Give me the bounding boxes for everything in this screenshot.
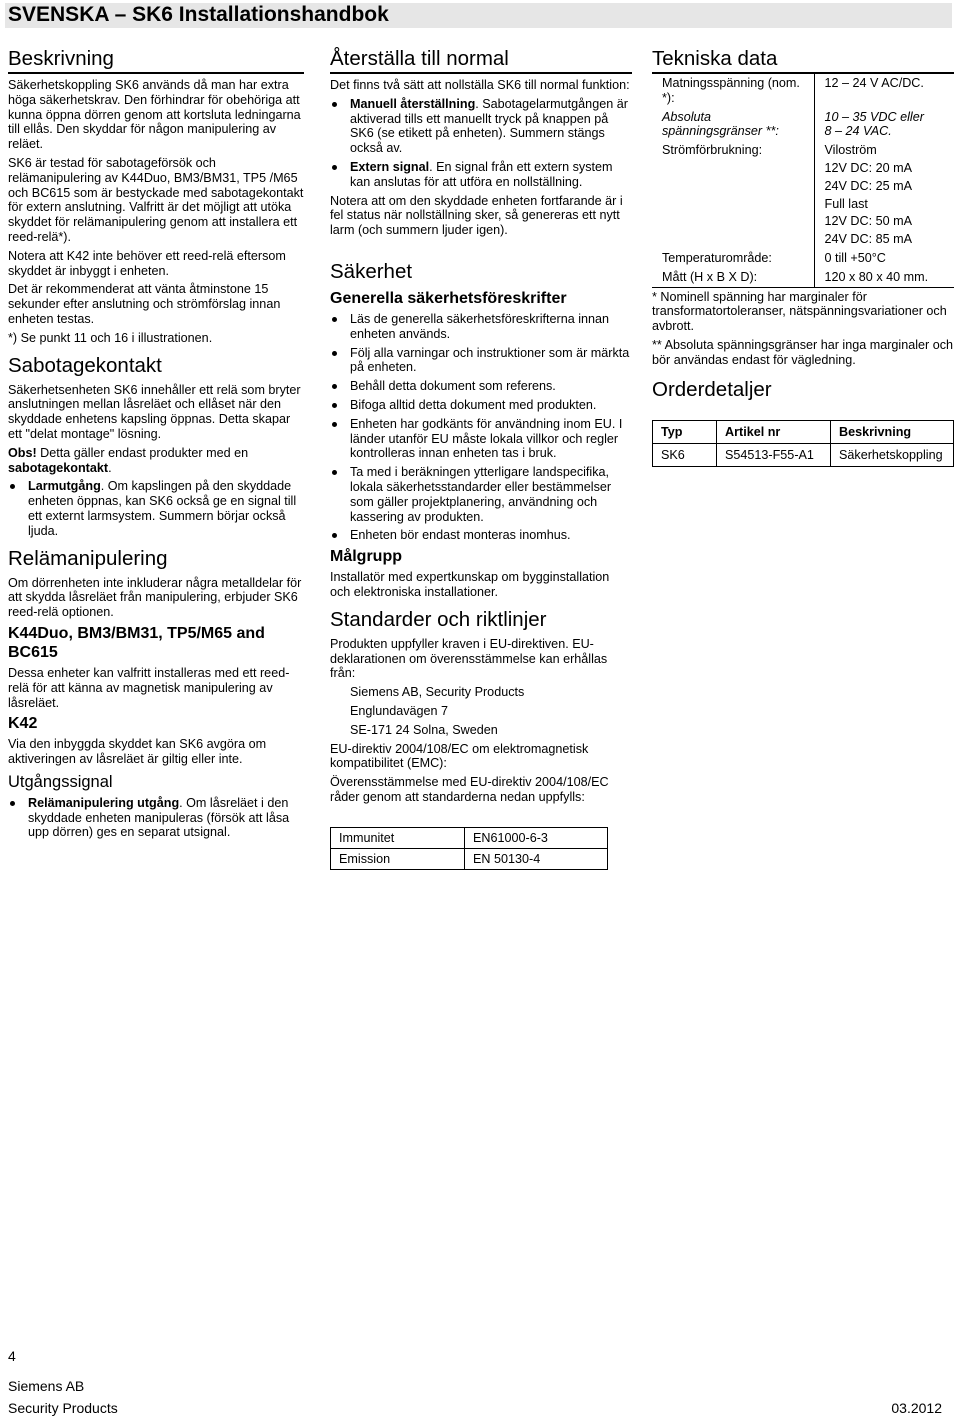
list-item [330,312,632,342]
bullet-icon [332,403,337,408]
footer-date: 03.2012 [891,1400,942,1416]
bullet-icon [332,533,337,538]
list-item [330,528,632,543]
bullet-icon [10,801,15,806]
paragraph: Notera att K42 inte behöver ett reed-relä eftersom skyddet är inbyggt i enheten. [8,248,286,278]
heading-k44duo: K44Duo, BM3/BM31, TP5/M65 and BC615 [8,624,265,661]
table-cell: SK6 [653,443,717,466]
spec-value-line: 120 x 80 x 40 mm. [824,269,929,284]
bullet-icon [332,470,337,475]
table-cell: EN 50130-4 [465,848,608,869]
spec-value-line: Full last [824,196,868,211]
footer-company: Siemens AB [8,1378,85,1394]
address-line: SE-171 24 Solna, Sweden [350,722,498,737]
spec-row [652,108,954,142]
paragraph: Installatör med expertkunskap om bygginstallation och elektroniska installationer. [330,570,610,599]
bullet-icon [332,351,337,356]
footer-division: Security Products [8,1400,118,1416]
obs-text: Detta gäller endast produkter med en [36,445,249,460]
table-header-cell: Beskrivning [831,420,954,443]
table-cell: Emission [331,848,465,869]
paragraph: Via den inbyggda skyddet kan SK6 avgöra om aktiveringen av låsreläet är giltig eller inte. [8,737,267,767]
address-line: Englundavägen 7 [350,703,449,718]
list-item [330,346,632,376]
table-row [331,827,608,848]
paragraph: *) Se punkt 11 och 16 i illustrationen. [8,330,213,345]
list-item-text: Enheten bör endast monteras inomhus. [350,528,571,543]
list-item [330,97,632,156]
list-item [330,417,632,461]
paragraph: Dessa enheter kan valfritt installeras med ett reed-relä för att känna av magnetisk manipulering av låsreläet. [8,665,290,710]
spec-row [652,249,954,268]
heading-generella: Generella säkerhetsföreskrifter [330,289,567,307]
heading-standarder: Standarder och riktlinjer [330,607,547,631]
paragraph: Säkerhetsenheten SK6 innehåller ett relä som bryter anslutningen mellan låsreläet och ellåset när den skyddade enhetens kapsling öppnas. Detta skapar ett "delat montage" lösning. [8,382,301,441]
paragraph: Säkerhetskoppling SK6 används då man har extra höga säkerhetskrav. Den förhindrar för obehöriga att kunna öppna dörren genom att kortsluta ledningarna till ellås. Den skyddar för någon manipulering av reläet. [8,78,301,152]
table-cell: S54513-F55-A1 [717,443,831,466]
list-item [8,796,304,840]
column-right [652,47,954,467]
spec-value-line: 12 – 24 V AC/DC. [824,76,924,90]
bullet-icon [332,102,337,107]
rel-label: Relämanipulering utgång [28,795,180,810]
larm-label: Larmutgång [28,479,101,494]
spec-row [652,73,954,108]
paragraph: SK6 är testad för sabotageförsök och relämanipulering av K44Duo, BM3/BM31, TP5 /M65 och BC615 som är bestyckade med sabotagekontakt för extern anslutning. Valfritt är det möjligt att utöka skyddet för relämanipulering genom att installera ett reed-relä*). [8,155,304,244]
spec-key: Temperaturområde: [652,249,814,268]
spec-value-line: 12V DC: 50 mA [824,214,912,229]
obs-paragraph [8,446,304,476]
heading-aterstalla: Återställa till normal [330,47,632,74]
heading-malgrupp: Målgrupp [330,548,402,566]
spec-key: Strömförbrukning: [652,141,814,249]
spec-value-line: Viloström [824,143,877,158]
spec-row [652,141,954,249]
spec-value-line: 12V DC: 20 mA [824,160,912,175]
b1-text: . Sabotagelarmutgången är aktiverad tills ett manuellt tryck på knappen på SK6 (se etikett på enheten). Summern stängs också av. [350,96,628,156]
page-number: 4 [8,1348,16,1364]
table-cell: Immunitet [331,827,465,848]
heading-k42: K42 [8,715,38,733]
b1-label: Manuell återställning [350,96,476,111]
larm-text: . Om kapslingen på den skyddade enheten öppnas, kan SK6 också ge en signal till ett externt larmsystem. Summern börjar också ljuda. [28,479,297,538]
obs-label: Obs! [8,445,37,460]
standards-table [330,827,608,870]
list-item-text: Ta med i beräkningen ytterligare landspecifika, lokala säkerhetsstandarder eller bestämmelser som gäller projektplanering, användning och kassering av produkten. [350,465,612,524]
spec-value-line: 24V DC: 25 mA [824,178,912,193]
spec-value [814,73,954,108]
note: ** Absoluta spänningsgränser har inga marginaler och bör användas endast för vägledning. [652,337,954,367]
list-item-text: Bifoga alltid detta dokument med produkten. [350,397,597,412]
list-item-text: Följ alla varningar och instruktioner som är märkta på enheten. [350,345,630,375]
obs-end: . [108,460,112,475]
spec-key: Absoluta spänningsgränser **: [652,108,814,142]
paragraph: Det är rekommenderat att vänta åtminstone 15 sekunder efter anslutning och strömförslag innan enheten testas. [8,282,281,326]
heading-orderdetaljer: Orderdetaljer [652,377,772,401]
page-title: SVENSKA – SK6 Installationshandbok [8,3,389,26]
bullet-list [330,97,632,190]
b2-text: . En signal från ett extern system kan anslutas för att utföra en nollställning. [350,159,613,189]
spec-value-line: 8 – 24 VAC. [824,124,892,139]
spec-value [814,141,954,249]
list-item [330,160,632,190]
paragraph: Överensstämmelse med EU-direktiv 2004/108/EC råder genom att standarderna nedan uppfylls: [330,775,609,804]
paragraph: Om dörrenheten inte inkluderar några metalldelar för att skydda låsreläet från manipulering, erbjuder SK6 reed-relä optionen. [8,575,302,620]
paragraph: Notera att om den skyddade enheten fortfarande är i fel status när nollställning sker, så genereras ett nytt larm (och summern ljuder igen). [330,193,623,238]
table-header-cell: Artikel nr [717,420,831,443]
bullet-list [8,479,304,538]
spec-value [814,249,954,268]
paragraph: EU-direktiv 2004/108/EC om elektromagnetisk kompatibilitet (EMC): [330,741,589,771]
table-cell: Säkerhetskoppling [831,443,954,466]
spec-value-line: 24V DC: 85 mA [824,232,912,247]
heading-sakerhet: Säkerhet [330,259,413,283]
order-table [652,420,954,467]
list-item [330,379,632,394]
spec-value [814,108,954,142]
list-item-text: Läs de generella säkerhetsföreskrifterna innan enheten används. [350,311,610,341]
heading-sabotagekontakt: Sabotagekontakt [8,353,162,377]
spec-row [652,268,954,287]
bullet-icon [10,484,15,489]
table-header-row [653,420,954,443]
rel-text: . Om låsreläet i den skyddade enheten manipuleras (försök att låsa upp dörren) ges en separat utsignal. [28,795,290,840]
table-header-cell: Typ [653,420,717,443]
paragraph: Det finns två sätt att nollställa SK6 till normal funktion: [330,78,630,92]
list-item-text: Enheten har godkänts för användning inom EU. I länder utanför EU måste lokala villkor och regler kontrolleras innan enheten tas i bruk. [350,416,623,461]
safety-bullet-list [330,312,632,543]
spec-table [652,72,954,288]
list-item [8,479,304,538]
spec-key: Matningsspänning (nom. *): [652,73,814,108]
address-block [330,685,632,737]
bullet-icon [332,317,337,322]
list-item [330,465,632,524]
table-cell: EN61000-6-3 [465,827,608,848]
spec-key: Mått (H x B X D): [652,268,814,287]
spec-value [814,268,954,287]
note: * Nominell spänning har marginaler för transformatortoleranser, nätspänningsvariationer och avbrott. [652,289,947,334]
bullet-list [8,796,304,840]
obs-bold: sabotagekontakt [8,460,109,475]
heading-tekniska-data: Tekniska data [652,47,778,70]
heading-relamanipulering: Relämanipulering [8,546,168,570]
bullet-icon [332,422,337,427]
table-row [331,848,608,869]
bullet-icon [332,165,337,170]
address-line: Siemens AB, Security Products [350,685,525,700]
b2-label: Extern signal [350,159,430,174]
list-item-text: Behåll detta dokument som referens. [350,379,556,394]
spec-value-line: 0 till +50°C [824,250,886,265]
heading-beskrivning: Beskrivning [8,47,304,74]
bullet-icon [332,384,337,389]
column-left [8,47,304,844]
table-row [653,443,954,466]
spec-value-line: 10 – 35 VDC eller [824,109,924,124]
paragraph: Produkten uppfyller kraven i EU-direktiven. EU-deklarationen om överensstämmelse kan erhållas från: [330,636,608,681]
list-item [330,398,632,413]
heading-utgangssignal: Utgångssignal [8,772,113,791]
column-middle [330,47,632,870]
